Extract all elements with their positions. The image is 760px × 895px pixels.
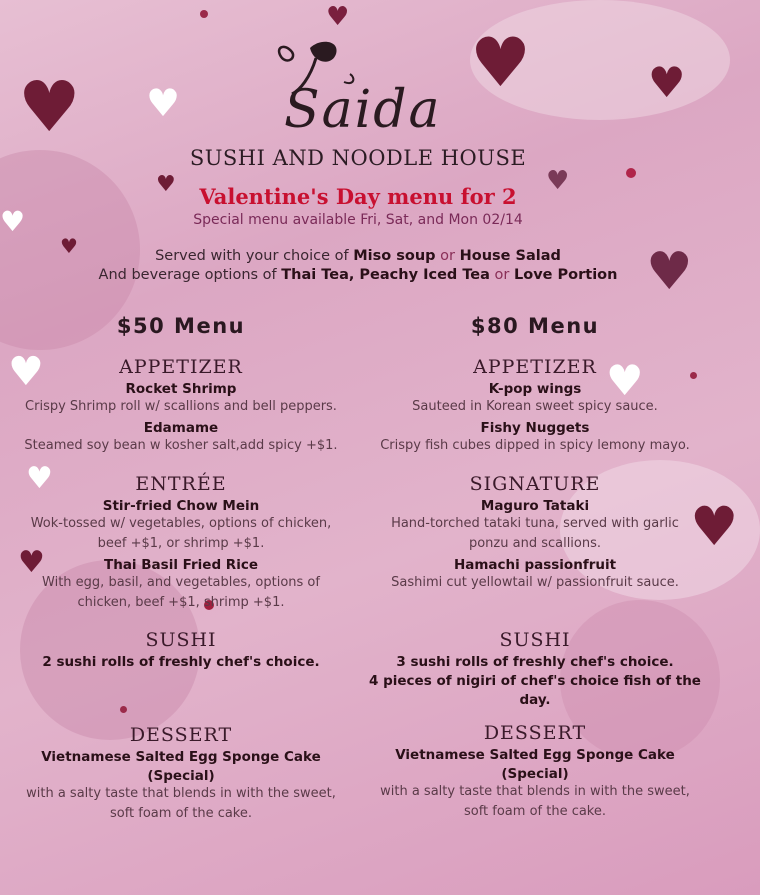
menu-item-name: Fishy Nuggets [480,420,590,436]
menu-item-desc: Wok-tossed w/ vegetables, options of chicken, [30,516,332,531]
heart-icon: ♥ [8,349,44,395]
menu-item-name: 2 sushi rolls of freshly chef's choice. [42,654,320,670]
menu-item-name: 3 sushi rolls of freshly chef's choice. [396,654,674,670]
served-prefix: Served with your choice of [155,248,349,264]
soup-option: Miso soup [353,248,436,264]
heart-icon: ♥ [646,242,693,302]
heart-icon: ♥ [18,66,81,148]
menu-item-name: Vietnamese Salted Egg Sponge Cake [41,749,321,765]
menu-80-column [356,314,714,822]
menu-item-name: Hamachi passionfruit [453,557,617,573]
beverage-options: Thai Tea, Peachy Iced Tea [281,267,490,283]
menu-50-title: $50 Menu [116,314,246,338]
menu-item-name: day. [519,692,551,708]
heart-icon: ♥ [146,81,181,125]
heart-icon: ♥ [18,545,45,580]
menu-80-title: $80 Menu [470,314,600,338]
sushi-heading: SUSHI [145,629,217,651]
logo-wordmark: Saida [284,80,442,140]
heart-icon: ♥ [0,205,26,238]
appetizer-heading: APPETIZER [473,356,597,378]
menu-item-name: 4 pieces of nigiri of chef's choice fish of the [369,673,701,689]
salad-option: House Salad [459,248,561,264]
menu-item-desc: ponzu and scallions. [468,536,602,551]
sushi-heading: SUSHI [499,629,571,651]
menu-item-desc: Sashimi cut yellowtail w/ passionfruit sauce. [391,575,679,590]
beverage-prefix: And beverage options of [98,267,277,283]
menu-item-desc: soft foam of the cake. [463,804,607,819]
menu-item-name: Rocket Shrimp [125,381,237,397]
menu-item-desc: with a salty taste that blends in with the sweet, [380,784,690,799]
menu-item-desc: Steamed soy bean w kosher salt,add spicy +$1. [24,438,338,453]
page-title: Valentine's Day menu for 2 [199,184,517,209]
dessert-heading: DESSERT [129,724,233,746]
heart-icon: ♥ [470,24,531,103]
heart-icon: ♥ [606,356,644,405]
served-line-2 [0,267,716,283]
menu-item-desc: Crispy fish cubes dipped in spicy lemony mayo. [380,438,690,453]
saida-logo [270,38,450,138]
heart-icon: ♥ [326,2,350,32]
dessert-heading: DESSERT [483,722,587,744]
menu-item-desc: With egg, basil, and vegetables, options of [42,575,320,590]
menu-item-name: Stir-fried Chow Mein [102,498,260,514]
menu-item-name: Vietnamese Salted Egg Sponge Cake [395,747,675,763]
menu-item-special: (Special) [147,768,215,784]
menu-item-name: Edamame [143,420,219,436]
menu-item-desc: chicken, beef +$1, shrimp +$1. [77,595,285,610]
entree-heading: ENTRÉE [135,473,227,495]
availability-note: Special menu available Fri, Sat, and Mon 02/14 [193,212,523,228]
or-text: or [440,248,456,264]
served-line-1 [0,248,716,264]
menu-item-name: Maguro Tataki [480,498,590,514]
love-option: Love Portion [514,267,618,283]
heart-icon: ♥ [156,172,176,197]
heart-icon: ♥ [648,58,686,107]
dot [200,10,208,18]
menu-item-name: K-pop wings [488,381,582,397]
menu-item-desc: soft foam of the cake. [109,806,253,821]
menu-item-desc: with a salty taste that blends in with the sweet, [26,786,336,801]
appetizer-heading: APPETIZER [119,356,243,378]
signature-heading: SIGNATURE [469,473,601,495]
menu-item-desc: beef +$1, or shrimp +$1. [97,536,265,551]
menu-item-desc: Hand-torched tataki tuna, served with garlic [391,516,679,531]
heart-icon: ♥ [690,495,739,558]
heart-icon: ♥ [546,166,570,196]
menu-50-column [2,314,360,824]
menu-item-desc: Crispy Shrimp roll w/ scallions and bell peppers. [25,399,337,414]
restaurant-subtitle: SUSHI AND NOODLE HOUSE [189,146,527,170]
heart-icon: ♥ [60,234,78,258]
menu-item-desc: Sauteed in Korean sweet spicy sauce. [412,399,658,414]
menu-item-special: (Special) [501,766,569,782]
heart-icon: ♥ [26,461,53,496]
menu-item-name: Thai Basil Fried Rice [104,557,258,573]
or-text: or [494,267,510,283]
